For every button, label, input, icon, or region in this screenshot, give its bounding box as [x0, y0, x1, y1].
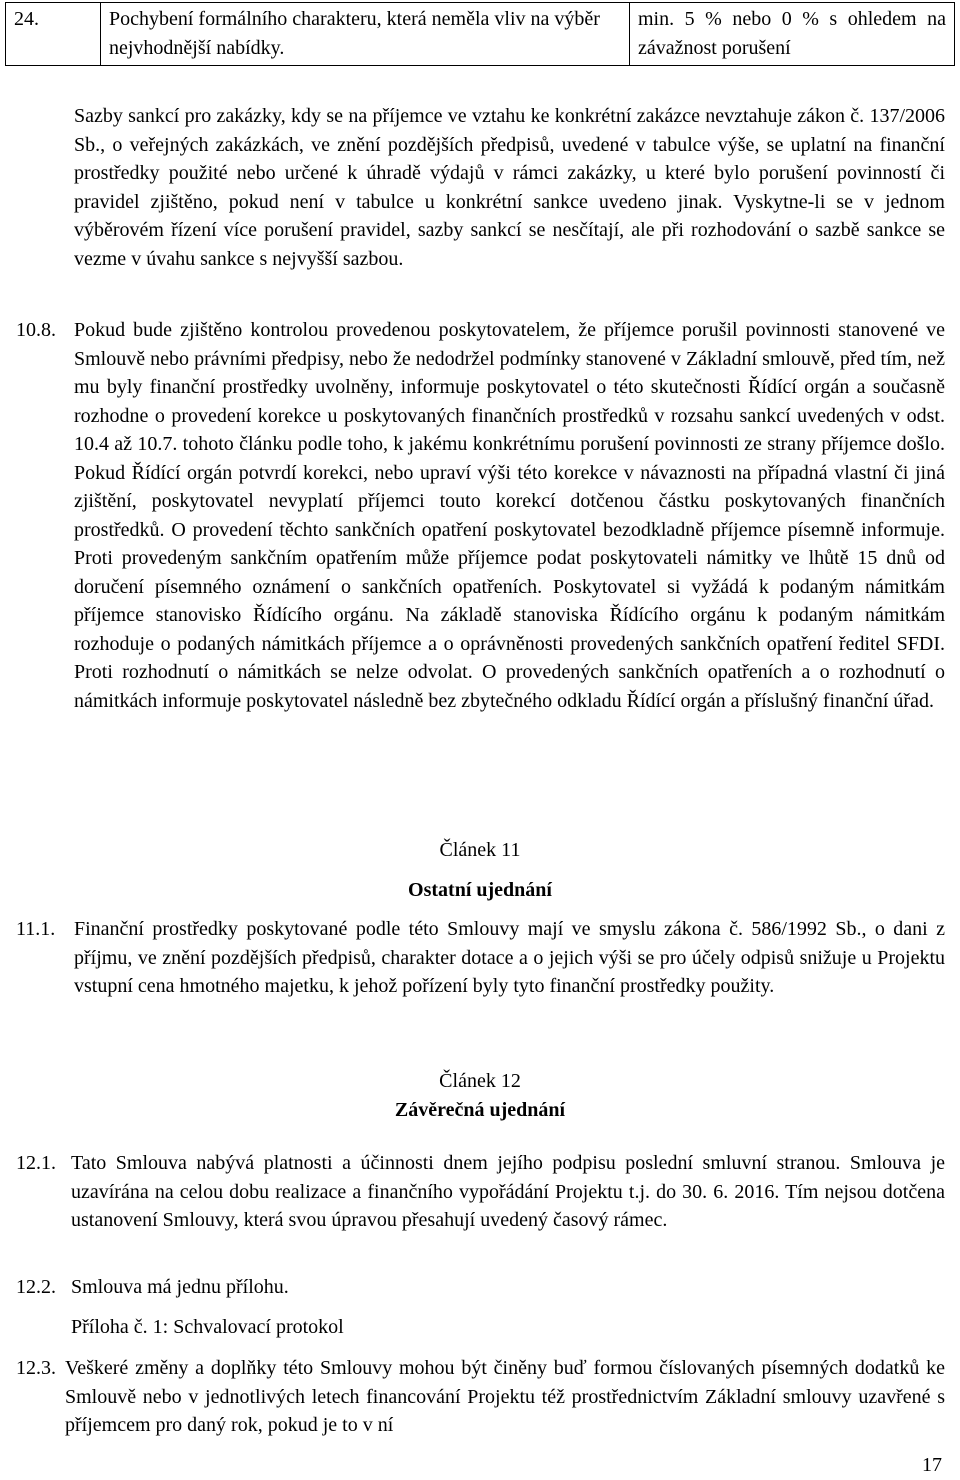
article-11-title: Ostatní ujednání — [408, 879, 552, 901]
paragraph-number: 12.3. — [16, 1357, 56, 1379]
sanctions-table — [5, 2, 955, 66]
paragraph-text: Veškeré změny a doplňky této Smlouvy mohou být činěny buď formou číslovaných písemných dodatků ke Smlouvě nebo v jednotlivých letech financování Projektu též prostřednictvím Základní smlouvy uzavřené s příjemcem pro daný rok, pokud je to v ní — [65, 1357, 945, 1436]
paragraph-text: Tato Smlouva nabývá platnosti a účinnosti dnem jejího podpisu poslední smluvní stranou. Smlouva je uzavírána na celou dobu realizace a finančního vypořádání Projektu t.j. do 30. 6. 2016. Tím nejsou dotčena ustanovení Smlouvy, která svou úpravou přesahují uvedený časový rámec. — [71, 1152, 945, 1231]
row-number: 24. — [6, 3, 101, 66]
sanction-rates-text: Sazby sankcí pro zakázky, kdy se na příjemce ve vztahu ke konkrétní zakázce nevztahuje zákon č. 137/2006 Sb., o veřejných zakázkách, ve znění pozdějších předpisů, uvedené v tabulce výše, se uplatní na finanční prostředky použité nebo určené k úhradě výdajů v rámci zakázky, u které bylo porušení povinností či pravidel zjištěno, pokud není v tabulce u konkrétní sankce uvedeno jinak. Vyskytne-li se v jednom výběrovém řízení více porušení pravidel, sazby sankcí se nesčítají, ale při rozhodování o sazbě sankce se vezme v úvahu sankce s nejvyšší sazbou. — [74, 105, 945, 270]
article-11-heading: Článek 11 — [439, 839, 521, 861]
row-description: Pochybení formálního charakteru, která neměla vliv na výběr nejvhodnější nabídky. — [101, 3, 630, 66]
page-number: 17 — [922, 1454, 942, 1476]
article-12-title: Závěrečná ujednání — [394, 1099, 566, 1121]
row-rate: min. 5 % nebo 0 % s ohledem na závažnost porušení — [630, 3, 955, 66]
paragraph-text: Smlouva má jednu přílohu. — [71, 1276, 289, 1298]
paragraph-number: 11.1. — [16, 918, 56, 940]
table-row — [6, 3, 955, 66]
article-12-heading: Článek 12 — [439, 1070, 521, 1092]
sanction-rates-paragraph — [74, 102, 945, 273]
paragraph-number: 12.1. — [16, 1152, 56, 1174]
paragraph-text: Pokud bude zjištěno kontrolou provedenou poskytovatelem, že příjemce porušil povinnosti stanovené ve Smlouvě nebo právními předpisy, nebo že nedodržel podmínky stanovené v Základní smlouvě, před tím, než mu byly finanční prostředky uvolněny, informuje poskytovatel o této skutečnosti Řídící orgán a současně rozhodne o provedení korekce u poskytovaných finančních prostředků v rozsahu sankcí uvedených v odst. 10.4 až 10.7. tohoto článku podle toho, k jakému konkrétnímu porušení povinnosti ze strany příjemce došlo. Pokud Řídící orgán potvrdí korekci, nebo upraví výši této korekce v návaznosti na případná vlastní či jiná zjištění, poskytovatel nevyplatí příjemci touto korekcí dotčenou částku poskytovaných finančních prostředků. O provedení těchto sankčních opatření poskytovatel bezodkladně příjemce písemně informuje. Proti provedeným sankčním opatřením může příjemce podat poskytovateli námitky ve lhůtě 15 dnů od doručení písemného oznámení o sankčních opatřeních. Poskytovatel si vyžádá k podaným námitkám příjemce stanovisko Řídícího orgánu. Na základě stanoviska Řídícího orgánu k podaným námitkám rozhoduje o podaných námitkách příjemce a o oprávněnosti provedených sankčních opatření ředitel SFDI. Proti rozhodnutí o námitkách se nelze odvolat. O provedených sankčních opatřeních a o rozhodnutí o námitkách informuje poskytovatel následně bez zbytečného odkladu Řídící orgán a příslušný finanční úřad. — [74, 319, 945, 712]
attachment-line: Příloha č. 1: Schvalovací protokol — [71, 1316, 344, 1338]
paragraph-text: Finanční prostředky poskytované podle této Smlouvy mají ve smyslu zákona č. 586/1992 Sb., o dani z příjmu, ve znění pozdějších předpisů, charakter dotace a o jejich výši se pro účely odpisů snižuje u Projektu vstupní cena hmotného majetku, k jehož pořízení byly tyto finanční prostředky použity. — [74, 918, 945, 997]
paragraph-number: 12.2. — [16, 1276, 56, 1298]
paragraph-number: 10.8. — [16, 319, 56, 341]
